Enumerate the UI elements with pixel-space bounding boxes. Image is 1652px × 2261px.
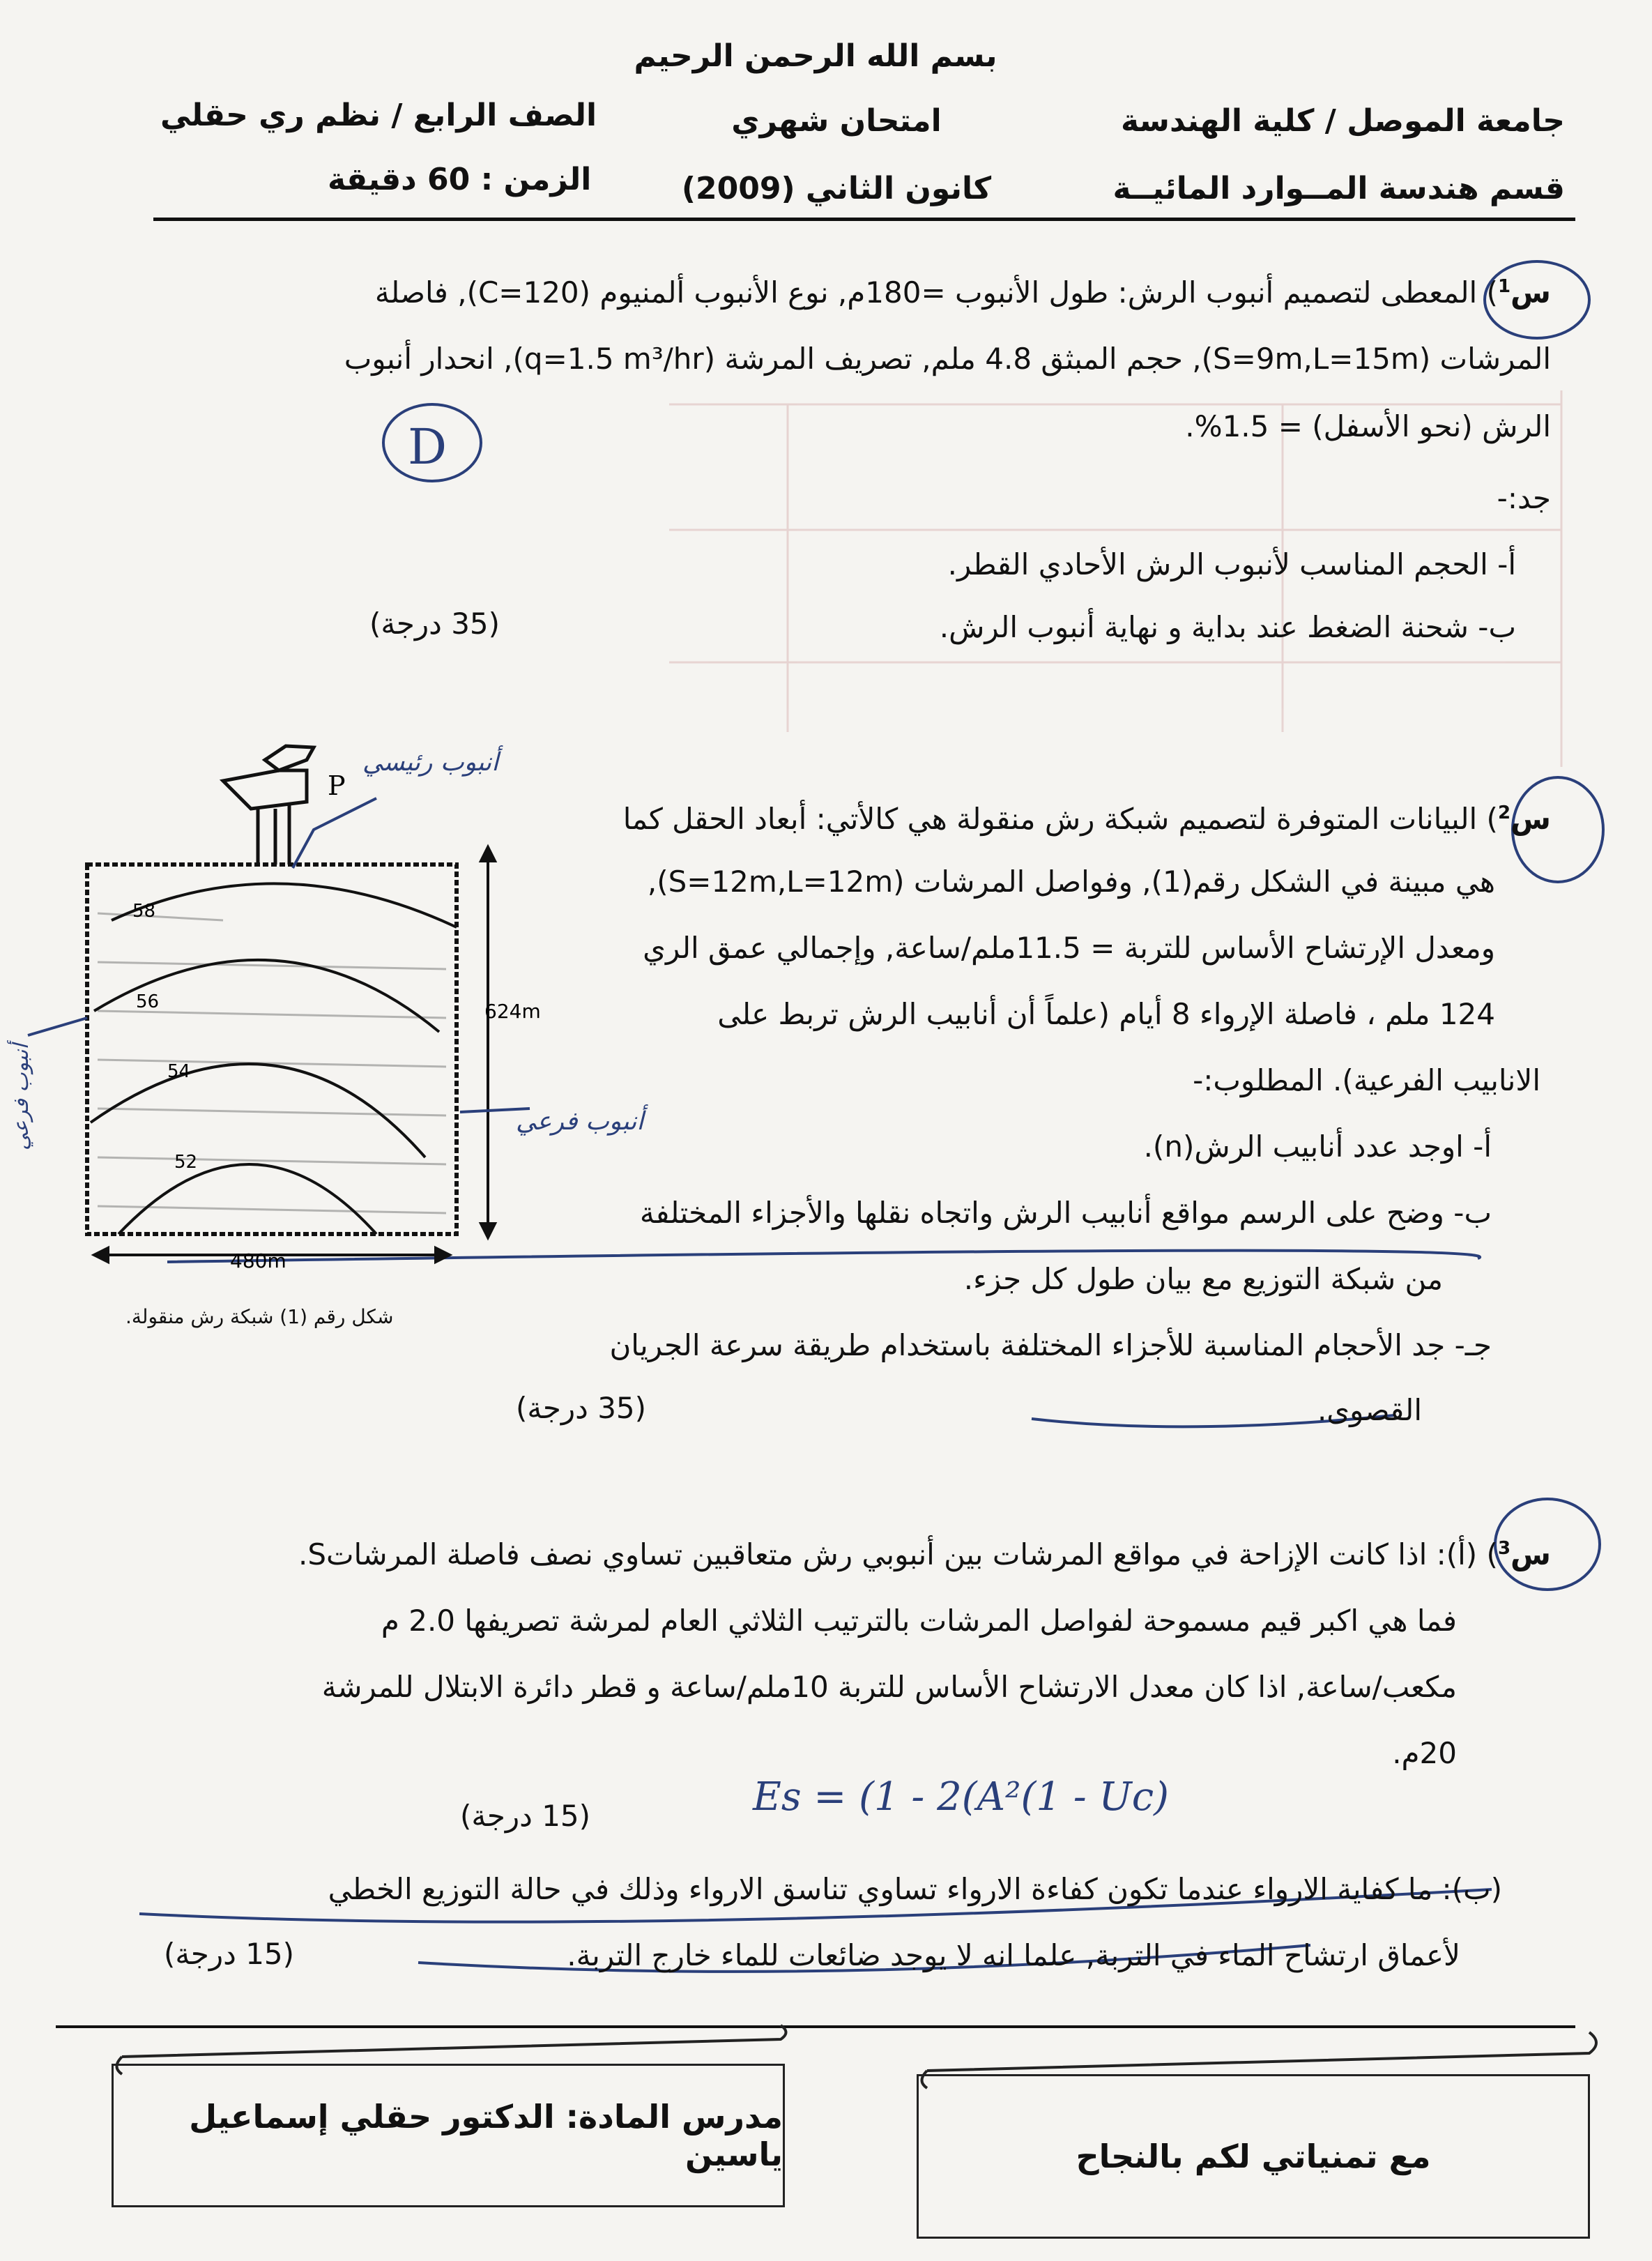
q3-part-b-1: (ب): ما كفاية الارواء عندما تكون كفاءة الارواء تساوي تناسق الارواء وذلك في حالة التوزيع الخطي bbox=[328, 1872, 1502, 1906]
q2-text-1: ) البيانات المتوفرة لتصميم شبكة رش منقولة هي كالأتي: أبعاد الحقل كما bbox=[622, 802, 1498, 836]
hand-label-left: أنبوب فرعي bbox=[9, 1044, 33, 1150]
q2-marks: (35 درجة) bbox=[516, 1391, 647, 1425]
wish-text: مع تمنياتي لكم بالنجاح bbox=[1076, 2138, 1431, 2175]
hand-label-main: أنبوب رئيسي bbox=[362, 748, 499, 777]
width-label: 480m bbox=[230, 1249, 286, 1272]
q3-part-b-2: لأعماق ارتشاح الماء في التربة, علما انه لا يوجد ضائعات للماء خارج التربة. bbox=[567, 1938, 1460, 1972]
q1-find: جد:- bbox=[1497, 481, 1551, 515]
contour-52: 52 bbox=[174, 1152, 198, 1173]
q2-line-5: الانابيب الفرعية). المطلوب:- bbox=[1193, 1063, 1540, 1097]
q1-line-2: المرشات (S=9m,L=15m), حجم المبثق 4.8 ملم, تصريف المرشة (q=1.5 m³/hr), انحدار أنبوب bbox=[344, 342, 1551, 376]
hand-formula: Es = (1 - 2(A²(1 - Uc) bbox=[753, 1774, 1169, 1820]
q2-sup: 2 bbox=[1497, 802, 1511, 823]
q3-label: س bbox=[1510, 1537, 1551, 1571]
q2-label: س bbox=[1510, 802, 1551, 836]
teacher-box bbox=[112, 2064, 785, 2207]
exam-date: كانون الثاني (2009) bbox=[681, 171, 992, 206]
q1-line-3: الرش (نحو الأسفل) = 1.5%. bbox=[1185, 409, 1551, 443]
q2-line-2: هي مبينة في الشكل رقم(1), وفواصل المرشات (S=12m,L=12m), bbox=[647, 865, 1495, 899]
university-name: جامعة الموصل / كلية الهندسة bbox=[1121, 103, 1565, 139]
q1-label: س bbox=[1510, 275, 1551, 310]
q2-item-b: ب- وضح على الرسم مواقع أنابيب الرش واتجاه نقلها والأجزاء المختلفة bbox=[639, 1196, 1492, 1230]
q1-item-a: أ- الحجم المناسب لأنبوب الرش الأحادي القطر. bbox=[947, 547, 1516, 581]
q3-line-4: 20م. bbox=[1392, 1736, 1457, 1770]
contour-58: 58 bbox=[132, 901, 156, 922]
contour-56: 56 bbox=[136, 991, 160, 1012]
q2-item-a: أ- اوجد عدد أنابيب الرش(n). bbox=[1143, 1129, 1492, 1164]
contour-54: 54 bbox=[167, 1061, 191, 1082]
q3-line-2: فما هي اكبر قيم مسموحة لفواصل المرشات بالترتيب الثلاثي العام لمرشة تصريفها 2.0 م bbox=[381, 1604, 1457, 1638]
teacher-name: مدرس المادة: الدكتور حقلي إسماعيل ياسين bbox=[189, 2098, 783, 2173]
q3-sup: 3 bbox=[1497, 1538, 1511, 1559]
grade-d-mark: D bbox=[408, 418, 448, 475]
basmala: بسم الله الرحمن الرحيم bbox=[634, 38, 997, 74]
q2-item-b-cont: من شبكة التوزيع مع بيان طول كل جزء. bbox=[963, 1262, 1443, 1296]
q3-line-3: مكعب/ساعة, اذا كان معدل الارتشاح الأساس للتربة 10ملم/ساعة و قطر دائرة الابتلال للمرشة bbox=[321, 1670, 1457, 1704]
q2-line-3: ومعدل الإرتشاح الأساس للتربة = 11.5ملم/ساعة, وإجمالي عمق الري bbox=[643, 931, 1495, 965]
q3a-marks: (15 درجة) bbox=[460, 1799, 591, 1833]
exam-type: امتحان شهري bbox=[731, 103, 942, 139]
q1-item-b: ب- شحنة الضغط عند بداية و نهاية أنبوب الرش. bbox=[939, 610, 1516, 644]
pump-label: P bbox=[328, 770, 346, 801]
q1-marks: (35 درجة) bbox=[369, 607, 500, 641]
height-label: 624m bbox=[484, 1000, 541, 1023]
class-course: الصف الرابع / نظم ري حقلي bbox=[160, 98, 597, 133]
q2-line-4: 124 ملم ، فاصلة الإرواء 8 أيام (علماً أن أنابيب الرش تربط على bbox=[717, 997, 1495, 1031]
wish-box bbox=[917, 2074, 1590, 2239]
department-name: قسم هندسة المــوارد المائيــة bbox=[1112, 171, 1565, 206]
q1-text-1: ) المعطى لتصميم أنبوب الرش: طول الأنبوب =180م, نوع الأنبوب ألمنيوم (C=120), فاصلة bbox=[374, 275, 1498, 310]
exam-time: الزمن : 60 دقيقة bbox=[328, 162, 592, 197]
q3-text-1: ) (أ): اذا كانت الإزاحة في مواقع المرشات بين أنبوبي رش متعاقبين تساوي نصف فاصلة المرشاتS. bbox=[298, 1537, 1498, 1571]
hand-label-sub: أنبوب فرعي bbox=[516, 1107, 644, 1136]
figure-caption: شكل رقم (1) شبكة رش منقولة. bbox=[125, 1305, 394, 1328]
q2-item-c: جـ- جد الأحجام المناسبة للأجزاء المختلفة باستخدام طريقة سرعة الجريان bbox=[609, 1328, 1492, 1362]
q3b-marks: (15 درجة) bbox=[164, 1937, 295, 1971]
q1-sup: 1 bbox=[1497, 276, 1511, 297]
q2-item-c-cont: القصوى. bbox=[1317, 1393, 1422, 1427]
